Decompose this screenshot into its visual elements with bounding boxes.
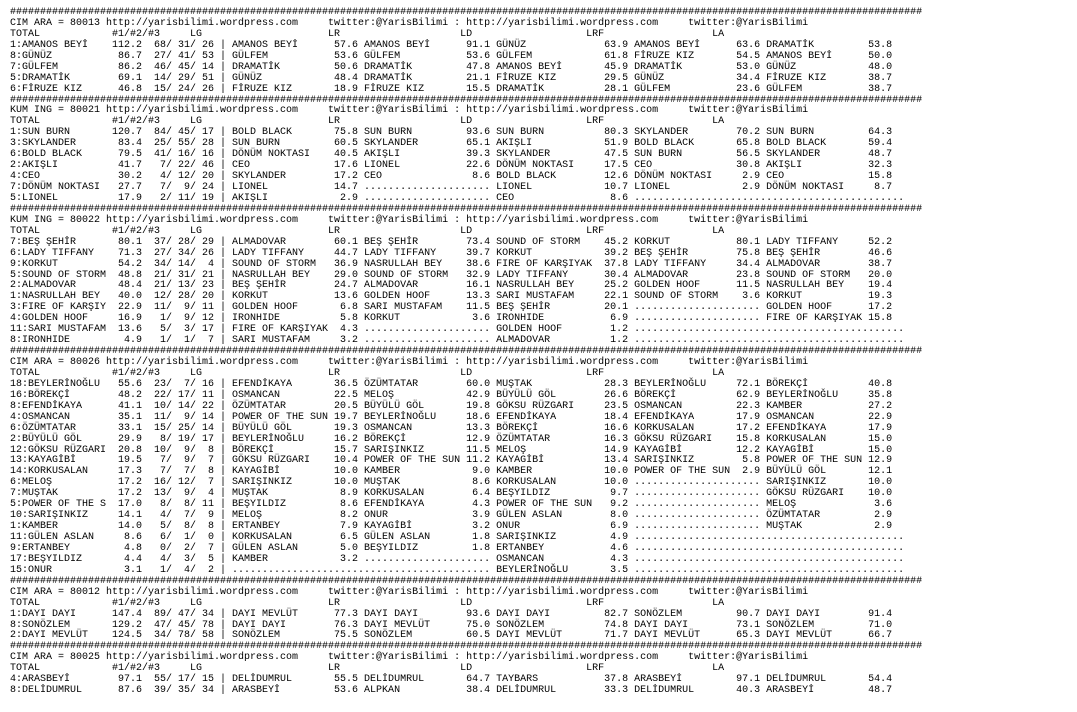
data-row: 6:FİRUZE KIZ 46.8 15/ 24/ 26 | FİRUZE KIZ 18.9 FİRUZE KIZ 15.5 DRAMATİK 28.1 GÜLFEM 23.6 GÜLFEM 38.7 xyxy=(10,83,893,95)
data-row: 8:SONÖZLEM 129.2 47/ 45/ 78 | DAYI DAYI 76.3 DAYI MEVLÜT 75.0 SONÖZLEM 74.8 DAYI DAYI 73.1 SONÖZLEM 71.0 xyxy=(10,619,893,631)
data-row: 3:FIRE OF KARŞIY 22.9 11/ 9/ 11 | GOLDEN HOOF 6.8 SARI MUSTAFAM 11.5 BEŞ ŞEHİR 20.1 ..................... GOLDEN HOOF 17.2 xyxy=(10,302,893,314)
data-row: 18:BEYLERİNOĞLU 55.6 23/ 7/ 16 | EFENDİKAYA 36.5 ÖZÜMTATAR 60.0 MUŞTAK 28.3 BEYLERİNOĞLU 72.1 BÖREKÇİ 40.8 xyxy=(10,378,893,390)
separator-line: ######################################################################################################################################################## xyxy=(10,575,923,587)
data-row: 11:GÜLEN ASLAN 8.6 6/ 1/ 0 | KORKUSALAN 6.5 GÜLEN ASLAN 1.8 SARIŞINKIZ 4.9 ............................................. xyxy=(10,532,905,543)
data-row: 10:SARIŞINKIZ 14.1 4/ 7/ 9 | MELOŞ 8.2 ONUR 3.9 GÜLEN ASLAN 8.0 ..................... ÖZÜMTATAR 2.9 xyxy=(10,510,893,522)
column-header: TOTAL #1/#2/#3 LG LR LD LRF LA xyxy=(10,367,725,379)
data-row: 4:OSMANCAN 35.1 11/ 9/ 14 | POWER OF THE SUN 19.7 BEYLERİNOĞLU 18.6 EFENDİKAYA 18.4 EFENDİKAYA 17.9 OSMANCAN 22.9 xyxy=(10,411,893,423)
data-row: 9:ERTANBEY 4.8 0/ 2/ 7 | GÜLEN ASLAN 5.0 BEŞYILDIZ 1.8 ERTANBEY 4.6 ............................................. xyxy=(10,542,905,554)
data-row: 6:ÖZÜMTATAR 33.1 15/ 25/ 14 | BÜYÜLÜ GÖL 19.3 OSMANCAN 13.3 BÖREKÇİ 16.6 KORKUSALAN 17.2 EFENDİKAYA 17.9 xyxy=(10,422,893,434)
data-row: 8:EFENDİKAYA 41.1 10/ 14/ 22 | ÖZÜMTATAR 20.5 BÜYÜLÜ GÖL 19.8 GÖKSU RÜZGARI 23.5 OSMANCAN 22.3 KAMBER 27.2 xyxy=(10,400,893,412)
column-header: TOTAL #1/#2/#3 LG LR LD LRF LA xyxy=(10,663,725,675)
data-row: 14:KORKUSALAN 17.3 7/ 7/ 8 | KAYAGİBİ 10.0 KAMBER 9.0 KAMBER 10.0 POWER OF THE SUN 2.9 BÜYÜLÜ GÖL 12.1 xyxy=(10,466,893,478)
race-header: KUM ING = 80022 http://yarisbilimi.wordpress.com twitter:@YarisBilimi : http://yarisbilimi.wordpress.com twitter:@YarisBilimi xyxy=(10,214,809,226)
race-header: CIM ARA = 80025 http://yarisbilimi.wordpress.com twitter:@YarisBilimi : http://yarisbilimi.wordpress.com twitter:@YarisBilimi xyxy=(10,652,809,664)
data-row: 5:POWER OF THE S 17.0 8/ 8/ 11 | BEŞYILDIZ 8.6 EFENDİKAYA 4.3 POWER OF THE SUN 9.2 ..................... MELOŞ 3.6 xyxy=(10,499,893,511)
race-header: CIM ARA = 80012 http://yarisbilimi.wordpress.com twitter:@YarisBilimi : http://yarisbilimi.wordpress.com twitter:@YarisBilimi xyxy=(10,586,809,598)
separator-line: ######################################################################################################################################################## xyxy=(10,7,923,18)
data-row: 4:ARASBEYİ 97.1 55/ 17/ 15 | DELİDUMRUL 55.5 DELİDUMRUL 64.7 TAYBARS 37.8 ARASBEYİ 97.1 DELİDUMRUL 54.4 xyxy=(10,674,893,686)
data-row: 2:ALMADOVAR 48.4 21/ 13/ 23 | BEŞ ŞEHİR 24.7 ALMADOVAR 16.1 NASRULLAH BEY 25.2 GOLDEN HOOF 11.5 NASRULLAH BEY 19.4 xyxy=(10,280,893,292)
data-row: 12:GÖKSU RÜZGARI 20.8 10/ 9/ 8 | BÖREKÇİ 15.7 SARIŞINKIZ 11.5 MELOŞ 14.9 KAYAGİBİ 12.2 KAYAGİBİ 15.0 xyxy=(10,444,893,456)
data-row: 6:LADY TIFFANY 71.3 27/ 34/ 26 | LADY TIFFANY 44.7 LADY TIFFANY 39.7 KORKUT 39.2 BEŞ ŞEHİR 75.8 BEŞ ŞEHİR 46.6 xyxy=(10,247,893,259)
data-row: 2:BÜYÜLÜ GÖL 29.9 8/ 19/ 17 | BEYLERİNOĞLU 16.2 BÖREKÇİ 12.9 ÖZÜMTATAR 16.3 GÖKSU RÜZGARI 15.8 KORKUSALAN 15.0 xyxy=(10,433,893,445)
data-row: 4:GOLDEN HOOF 16.9 1/ 9/ 12 | IRONHIDE 5.8 KORKUT 3.6 IRONHIDE 6.9 ..................... FIRE OF KARŞIYAK 15.8 xyxy=(10,313,893,325)
data-row: 8:GÜNÜZ 86.7 27/ 41/ 53 | GÜLFEM 53.6 GÜLFEM 53.6 GÜLFEM 61.8 FİRUZE KIZ 54.5 AMANOS BEYİ 50.0 xyxy=(10,50,893,62)
data-row: 5:SOUND OF STORM 48.8 21/ 31/ 21 | NASRULLAH BEY 29.0 SOUND OF STORM 32.9 LADY TIFFANY 30.4 ALMADOVAR 23.8 SOUND OF STORM 20.0 xyxy=(10,269,893,281)
data-row: 13:KAYAGİBİ 19.5 7/ 9/ 7 | GÖKSU RÜZGARI 10.4 POWER OF THE SUN 11.2 KAYAGİBİ 13.4 SARIŞINKIZ 5.8 POWER OF THE SUN 12.9 xyxy=(10,455,893,467)
data-row: 15:ONUR 3.1 1/ 4/ 2 | ........................................... BEYLERİNOĞLU 3.5 ............................................. xyxy=(10,564,905,576)
column-header: TOTAL #1/#2/#3 LG LR LD LRF LA xyxy=(10,28,725,40)
data-row: 9:KORKUT 54.2 34/ 14/ 4 | SOUND OF STORM 36.9 NASRULLAH BEY 38.6 FIRE OF KARŞIYAK 37.8 LADY TIFFANY 34.4 ALMADOVAR 38.7 xyxy=(10,258,893,270)
data-row: 1:KAMBER 14.0 5/ 8/ 8 | ERTANBEY 7.9 KAYAGİBİ 3.2 ONUR 6.9 ..................... MUŞTAK 2.9 xyxy=(10,521,893,533)
data-row: 7:GÜLFEM 86.2 46/ 45/ 14 | DRAMATİK 50.6 DRAMATİK 47.8 AMANOS BEYİ 45.9 DRAMATİK 53.0 GÜNÜZ 48.0 xyxy=(10,61,893,73)
race-header: CIM ARA = 80013 http://yarisbilimi.wordpress.com twitter:@YarisBilimi : http://yarisbilimi.wordpress.com twitter:@YarisBilimi xyxy=(10,17,809,29)
data-row: 8:IRONHIDE 4.9 1/ 1/ 7 | SARI MUSTAFAM 3.2 ..................... ALMADOVAR 1.2 ............................................. xyxy=(10,335,905,347)
data-row: 6:BOLD BLACK 79.5 41/ 16/ 16 | DÖNÜM NOKTASI 40.5 AKIŞLI 39.3 SKYLANDER 47.5 SUN BURN 56.5 SKYLANDER 48.7 xyxy=(10,149,893,161)
column-header: TOTAL #1/#2/#3 LG LR LD LRF LA xyxy=(10,116,725,128)
data-row: 17:BEŞYILDIZ 4.4 4/ 3/ 5 | KAMBER 3.2 ..................... OSMANCAN 4.3 ............................................. xyxy=(10,553,905,565)
race-header: KUM ING = 80021 http://yarisbilimi.wordpress.com twitter:@YarisBilimi : http://yarisbilimi.wordpress.com twitter:@YarisBilimi xyxy=(10,105,809,117)
data-row: 7:BEŞ ŞEHİR 80.1 37/ 28/ 29 | ALMADOVAR 60.1 BEŞ ŞEHİR 73.4 SOUND OF STORM 45.2 KORKUT 80.1 LADY TIFFANY 52.2 xyxy=(10,236,893,248)
data-row: 7:DÖNÜM NOKTASI 27.7 7/ 9/ 24 | LIONEL 14.7 ..................... LIONEL 10.7 LIONEL 2.9 DÖNÜM NOKTASI 8.7 xyxy=(10,182,893,193)
data-row: 3:SKYLANDER 83.4 25/ 55/ 28 | SUN BURN 60.5 SKYLANDER 65.1 AKIŞLI 51.9 BOLD BLACK 65.8 BOLD BLACK 59.4 xyxy=(10,138,893,150)
column-header: TOTAL #1/#2/#3 LG LR LD LRF LA xyxy=(10,225,725,237)
data-row: 1:NASRULLAH BEY 40.0 12/ 28/ 20 | KORKUT 13.6 GOLDEN HOOF 13.3 SARI MUSTAFAM 22.1 SOUND OF STORM 3.6 KORKUT 19.3 xyxy=(10,291,893,303)
separator-line: ######################################################################################################################################################## xyxy=(10,346,923,358)
data-row: 11:SARI MUSTAFAM 13.6 5/ 3/ 17 | FIRE OF KARŞIYAK 4.3 ..................... GOLDEN HOOF 1.2 ............................................. xyxy=(10,324,905,336)
data-row: 6:MELOŞ 17.2 16/ 12/ 7 | SARIŞINKIZ 10.0 MUŞTAK 8.6 KORKUSALAN 10.0 ..................... SARIŞINKIZ 10.0 xyxy=(10,477,893,489)
data-row: 5:DRAMATİK 69.1 14/ 29/ 51 | GÜNÜZ 48.4 DRAMATİK 21.1 FİRUZE KIZ 29.5 GÜNÜZ 34.4 FİRUZE KIZ 38.7 xyxy=(10,72,893,84)
data-row: 1:DAYI DAYI 147.4 89/ 47/ 34 | DAYI MEVLÜT 77.3 DAYI DAYI 93.6 DAYI DAYI 82.7 SONÖZLEM 90.7 DAYI DAYI 91.4 xyxy=(10,608,893,620)
data-row: 7:MUŞTAK 17.2 13/ 9/ 4 | MUŞTAK 8.9 KORKUSALAN 6.4 BEŞYILDIZ 9.7 ..................... GÖKSU RÜZGARI 10.0 xyxy=(10,488,893,500)
data-row: 1:AMANOS BEYİ 112.2 68/ 31/ 26 | AMANOS BEYİ 57.6 AMANOS BEYİ 91.1 GÜNÜZ 63.9 AMANOS BEYİ 63.6 DRAMATİK 53.8 xyxy=(10,39,893,51)
data-row: 2:AKIŞLI 41.7 7/ 22/ 46 | CEO 17.6 LIONEL 22.6 DÖNÜM NOKTASI 17.5 CEO 30.8 AKIŞLI 32.3 xyxy=(10,160,893,172)
data-row: 5:LIONEL 17.9 2/ 11/ 19 | AKIŞLI 2.9 ..................... CEO 8.6 ............................................. xyxy=(10,192,905,204)
separator-line: ######################################################################################################################################################## xyxy=(10,641,923,653)
data-row: 8:DELİDUMRUL 87.6 39/ 35/ 34 | ARASBEYİ 53.6 ALPKAN 38.4 DELİDUMRUL 33.3 DELİDUMRUL 40.3 ARASBEYİ 48.7 xyxy=(10,685,893,697)
race-header: CIM ARA = 80026 http://yarisbilimi.wordpress.com twitter:@YarisBilimi : http://yarisbilimi.wordpress.com twitter:@YarisBilimi xyxy=(10,357,809,368)
data-row: 16:BÖREKÇİ 48.2 22/ 17/ 11 | OSMANCAN 22.5 MELOŞ 42.9 BÜYÜLÜ GÖL 26.6 BÖREKÇİ 62.9 BEYLERİNOĞLU 35.8 xyxy=(10,389,893,401)
separator-line: ######################################################################################################################################################## xyxy=(10,203,923,215)
separator-line: ######################################################################################################################################################## xyxy=(10,94,923,106)
data-row: 4:CEO 30.2 4/ 12/ 20 | SKYLANDER 17.2 CEO 8.6 BOLD BLACK 12.6 DÖNÜM NOKTASI 2.9 CEO 15.8 xyxy=(10,171,893,183)
data-row: 2:DAYI MEVLÜT 124.5 34/ 78/ 58 | SONÖZLEM 75.5 SONÖZLEM 60.5 DAYI MEVLÜT 71.7 DAYI MEVLÜT 65.3 DAYI MEVLÜT 66.7 xyxy=(10,630,893,642)
column-header: TOTAL #1/#2/#3 LG LR LD LRF LA xyxy=(10,597,725,609)
data-row: 1:SUN BURN 120.7 84/ 45/ 17 | BOLD BLACK 75.8 SUN BURN 93.6 SUN BURN 80.3 SKYLANDER 70.2 SUN BURN 64.3 xyxy=(10,127,893,139)
